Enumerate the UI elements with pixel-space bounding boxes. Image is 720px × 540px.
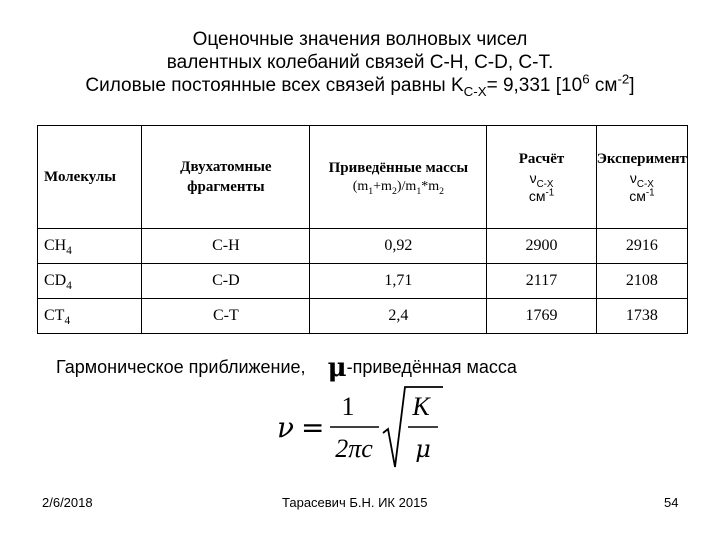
fragment-cell: C-H bbox=[142, 229, 310, 264]
mass-cell: 2,4 bbox=[310, 299, 487, 334]
title-line-2: валентных колебаний связей C-H, C-D, C-T. bbox=[166, 52, 554, 73]
table-row bbox=[38, 264, 688, 299]
slide-title bbox=[0, 28, 720, 97]
footer-date: 2/6/2018 bbox=[42, 495, 93, 510]
molecule-cell: $CH_4$ bbox=[38, 229, 142, 264]
header-experiment: Эксперимент $\nu_{C-X}$ $см^{-1}$ bbox=[596, 126, 687, 229]
calc-symbol: $\nu_{C-X}$ bbox=[529, 170, 554, 190]
calc-cell: 2900 bbox=[487, 229, 596, 264]
harmonic-note bbox=[56, 350, 517, 383]
header-molecules: Молекулы bbox=[38, 126, 142, 229]
table-row bbox=[38, 229, 688, 264]
header-fragments: Двухатомные фрагменты bbox=[142, 126, 310, 229]
mu-symbol: μ bbox=[327, 353, 347, 383]
formula-numerator: 1 bbox=[341, 392, 355, 421]
note-right: -приведённая масса bbox=[346, 357, 517, 377]
calc-cell: 2117 bbox=[487, 264, 596, 299]
mass-cell: 0,92 bbox=[310, 229, 487, 264]
wavenumber-table bbox=[37, 125, 688, 334]
formula-denominator: 2πc bbox=[335, 434, 373, 463]
formula-lhs: ν bbox=[277, 411, 295, 444]
fragment-cell: C-D bbox=[142, 264, 310, 299]
radical-denominator: μ bbox=[415, 435, 431, 463]
footer-page-number: 54 bbox=[664, 495, 679, 510]
exp-cell: 1738 bbox=[596, 299, 687, 334]
footer-author: Тарасевич Б.Н. ИК 2015 bbox=[282, 495, 428, 510]
header-calculation: Расчёт $\nu_{C-X}$ $см^{-1}$ bbox=[487, 126, 596, 229]
table-header-row bbox=[38, 126, 688, 229]
exp-cell: 2108 bbox=[596, 264, 687, 299]
exp-cell: 2916 bbox=[596, 229, 687, 264]
table-row bbox=[38, 299, 688, 334]
radical-numerator: K bbox=[412, 392, 430, 421]
header-reduced-mass: Приведённые массы $(m_1+m_2)/m_1*m_2$ bbox=[310, 126, 487, 229]
note-left: Гармоническое приближение, bbox=[56, 357, 306, 377]
title-line-3: Силовые постоянные всех связей равны $K_{C-X}= 9,331$ [$10^6$ $см^{-2}$] bbox=[85, 71, 635, 99]
calc-cell: 1769 bbox=[487, 299, 596, 334]
formula-equals: = bbox=[301, 411, 325, 444]
exp-symbol: $\nu_{C-X}$ bbox=[629, 170, 654, 190]
calc-unit: $см^{-1}$ bbox=[528, 187, 555, 204]
mass-cell: 1,71 bbox=[310, 264, 487, 299]
reduced-mass-formula: $(m_1+m_2)/m_1*m_2$ bbox=[352, 179, 445, 197]
molecule-cell: $CT_4$ bbox=[38, 299, 142, 334]
exp-unit: $см^{-1}$ bbox=[629, 187, 655, 204]
title-line-1: Оценочные значения волновых чисел bbox=[192, 29, 528, 50]
molecule-cell: $CD_4$ bbox=[38, 264, 142, 299]
frequency-formula bbox=[275, 383, 445, 473]
fragment-cell: C-T bbox=[142, 299, 310, 334]
